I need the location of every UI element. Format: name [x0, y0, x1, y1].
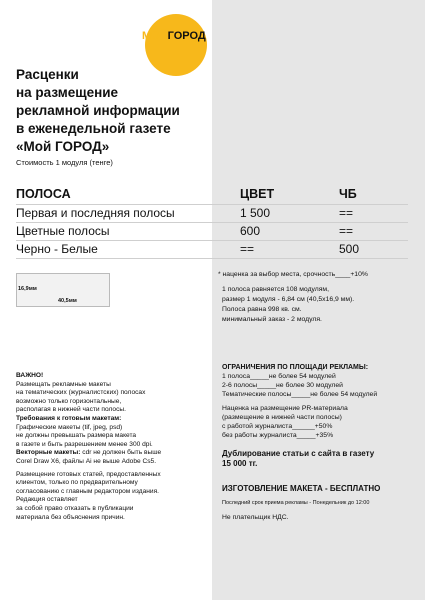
- vector-title: Векторные макеты:: [16, 449, 81, 457]
- limit-line: 2-6 полосы_____не более 30 модулей: [222, 382, 343, 389]
- duplication-price: [222, 449, 374, 469]
- table-cell: Цветные полосы: [16, 224, 110, 238]
- final-line: Редакция оставляет: [16, 496, 78, 504]
- dup-line: 15 000 тг.: [222, 459, 258, 468]
- vector-text: cdr не должен быть выше: [80, 449, 162, 457]
- table-cell: ==: [240, 242, 255, 256]
- pr-line: (размещение в нижней части полосы): [222, 414, 342, 421]
- module-height-label: 16,9мм: [18, 286, 37, 292]
- info-line: минимальный заказ - 2 модуля.: [222, 316, 322, 323]
- requirement-line: в газете и быть разрешением менее 300 dpi.: [16, 440, 153, 448]
- title-line: рекламной информации: [16, 103, 180, 118]
- vat-note: Не плательщик НДС.: [222, 514, 289, 521]
- important-title: ВАЖНО!: [16, 372, 44, 379]
- table-cell: ==: [339, 224, 354, 238]
- pr-line: Наценка на размещение PR-материала: [222, 405, 348, 412]
- final-line: за собой право отказать в публикации: [16, 504, 134, 512]
- requirement-line: Графические макеты (tif, jpeg, psd): [16, 423, 123, 431]
- info-line: размер 1 модуля - 6,84 см (40,5х16,9 мм).: [222, 296, 355, 303]
- vector-line: Corel Draw X6, файлы Ai не выше Adobe Cs5.: [16, 457, 157, 465]
- table-cell: ==: [339, 206, 354, 220]
- table-row: [16, 241, 408, 259]
- deadline-note: Последний срок приема рекламы - Понедельник до 12:00: [222, 500, 370, 506]
- important-line: на тематических (журналистских) полосах: [16, 389, 146, 397]
- table-cell: 500: [339, 242, 360, 256]
- module-width-label: 40,5мм: [58, 298, 77, 304]
- important-line: Размещать рекламные макеты: [16, 380, 111, 388]
- limits-title: ОГРАНИЧЕНИЯ ПО ПЛОЩАДИ РЕКЛАМЫ:: [222, 364, 369, 371]
- table-cell: 1 500: [240, 206, 271, 220]
- limit-line: 1 полоса_____не более 54 модулей: [222, 373, 336, 380]
- pr-markup: [222, 404, 348, 440]
- header-cell: ЦВЕТ: [240, 187, 275, 201]
- table-cell: Черно - Белые: [16, 242, 98, 256]
- title-line: Расценки: [16, 67, 79, 82]
- requirements-title: Требования к готовым макетам:: [16, 414, 122, 422]
- page-title: [16, 66, 216, 156]
- header-cell: ЧБ: [339, 187, 357, 201]
- pr-line: с работой журналиста______+50%: [222, 423, 333, 430]
- price-table: [16, 186, 408, 259]
- table-cell: 600: [240, 224, 261, 238]
- dup-line: Дублирование статьи с сайта в газету: [222, 449, 375, 458]
- vector-line: [16, 449, 161, 458]
- title-line: «Мой ГОРОД»: [16, 139, 110, 154]
- markup-note: * наценка за выбор места, срочность____+10%: [218, 271, 368, 278]
- info-line: 1 полоса равняется 108 модулям,: [222, 286, 329, 293]
- requirement-line: не должны превышать размера макета: [16, 432, 137, 440]
- requirements-block: [16, 372, 161, 522]
- pr-line: без работы журналиста_____+35%: [222, 432, 334, 439]
- logo: [142, 30, 206, 42]
- free-layout-note: ИЗГОТОВЛЕНИЕ МАКЕТА - БЕСПЛАТНО: [222, 484, 381, 493]
- table-cell: Первая и последняя полосы: [16, 206, 175, 220]
- limit-line: Тематические полосы_____не более 54 модулей: [222, 391, 378, 398]
- table-header-row: [16, 186, 408, 205]
- module-info: [222, 285, 354, 325]
- table-row: [16, 223, 408, 241]
- final-line: Размещение готовых статей, предоставленных: [16, 470, 161, 478]
- limits-list: [222, 372, 377, 399]
- important-line: располагая в нижней части полосы.: [16, 406, 126, 414]
- header-cell: ПОЛОСА: [16, 187, 71, 201]
- table-row: [16, 205, 408, 223]
- info-line: Полоса равна 998 кв. см.: [222, 306, 302, 313]
- final-line: согласованию с главным редактором издания.: [16, 487, 159, 495]
- final-line: клиентом, только по предварительному: [16, 479, 138, 487]
- important-line: возможно только горизонтальные,: [16, 397, 122, 405]
- logo-word-2: ГОРОД: [167, 30, 206, 42]
- subtitle: Стоимость 1 модуля (тенге): [16, 158, 113, 167]
- logo-word-1: МОЙ: [142, 30, 168, 42]
- title-line: в еженедельной газете: [16, 121, 171, 136]
- final-line: материала без объяснения причин.: [16, 513, 125, 521]
- title-line: на размещение: [16, 85, 119, 100]
